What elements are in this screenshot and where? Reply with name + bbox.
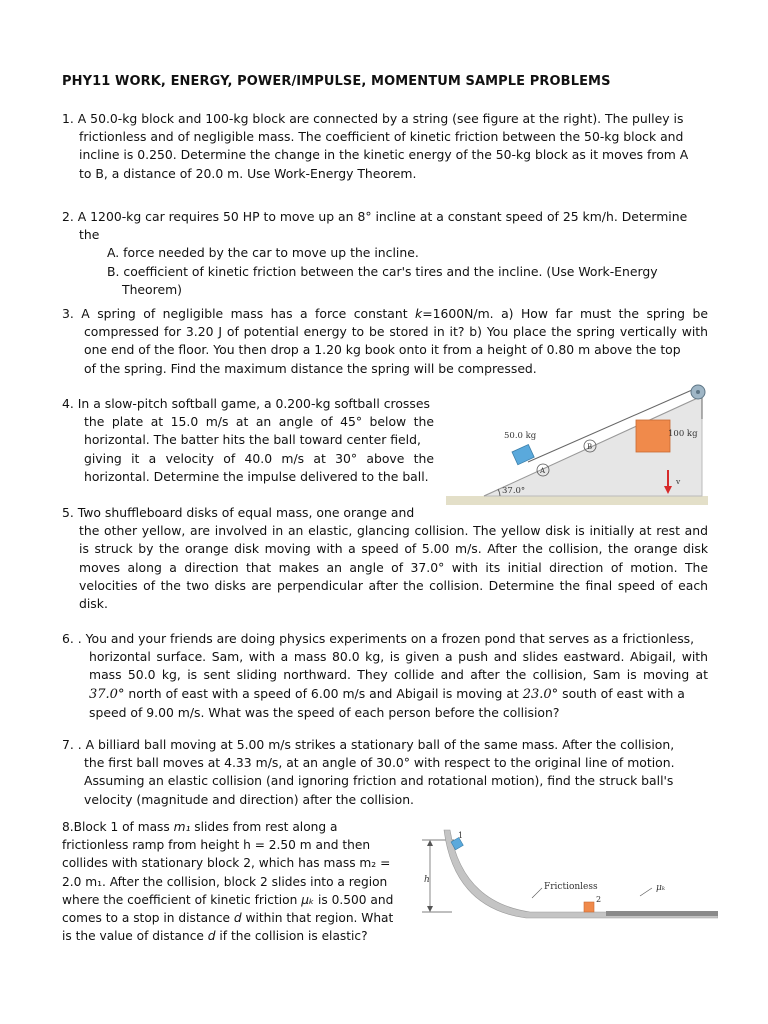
problem-3	[62, 305, 708, 378]
problem-2	[62, 208, 708, 299]
problem-text: 3. A spring of negligible mass has a force constant	[62, 306, 416, 321]
problem-text: within that region. What	[241, 911, 394, 926]
problem-text: where the coefficient of kinetic friction	[62, 892, 302, 907]
problem-text: A 50.0-kg block and 100-kg block are connected by a string (see figure at the right). The pulley is	[77, 111, 684, 126]
variable-k: k	[415, 306, 423, 321]
problem-7	[62, 736, 708, 809]
mu-leader	[640, 888, 652, 896]
problem-text: Assuming an elastic collision (and ignoring friction and rotational motion), find the struck ball's	[84, 773, 674, 789]
problem-text: =1600N/m. a) How far must the spring be	[422, 306, 708, 321]
block-100kg-label: 100 kg	[668, 429, 698, 439]
problem-text: horizontal. The batter hits the ball toward center field,	[84, 432, 421, 448]
subpart-b-cont: Theorem)	[122, 281, 182, 297]
problem-5	[62, 504, 708, 613]
height-arrow-bottom	[427, 906, 433, 912]
problem-6	[62, 630, 708, 722]
problem-1	[62, 110, 708, 183]
pulley-axle	[696, 390, 700, 394]
height-arrow-top	[427, 840, 433, 846]
problem-text: 8.Block 1 of mass	[62, 820, 174, 834]
variable-m1: m₁	[173, 820, 191, 834]
problem-text: horizontal. Determine the impulse delivered to the ball.	[84, 468, 429, 484]
problem-text: is struck by the orange disk moving with a speed of 5.00 m/s. After the collision, the orange disk	[79, 541, 708, 557]
problem-text: the other yellow, are involved in an elastic, glancing collision. The yellow disk is initially at rest and	[79, 523, 708, 539]
problem-text: north of east with a speed of 6.00 m/s and Abigail is moving at	[124, 685, 523, 701]
angle-value: 23.0°	[522, 686, 559, 702]
mu-label: μₖ	[656, 883, 666, 893]
problem-text: incline is 0.250. Determine the change in the kinetic energy of the 50-kg block as it moves from A	[79, 147, 689, 163]
problem-text: frictionless ramp from height h = 2.50 m and then	[62, 838, 371, 853]
problem-text: 7. . A billiard ball moving at 5.00 m/s strikes a stationary ball of the same mass. After the collision,	[62, 737, 675, 752]
problem-text: disk.	[79, 596, 108, 612]
problem-8	[62, 818, 422, 945]
problem-text: velocities of the two disks are perpendicular after the collision. Determine the final speed of each	[79, 577, 708, 593]
problem-text: the plate at 15.0 m/s at an angle of 45° below the	[84, 414, 434, 430]
frictionless-leader	[532, 888, 542, 898]
problem-text: the	[79, 227, 100, 243]
problem-text: one end of the floor. You then drop a 1.20 kg book onto it from a height of 0.80 m above the top	[84, 342, 681, 358]
problem-text: collides with stationary block 2, which has mass m₂ =	[62, 856, 391, 871]
problem-text: moves along a direction that makes an angle of 37.0° with its initial direction of motion. The	[79, 559, 708, 575]
point-a-label: A	[540, 467, 546, 475]
problem-text: of the spring. Find the maximum distance the spring will be compressed.	[84, 360, 537, 376]
angle-value: 37.0°	[89, 686, 125, 702]
incline-pulley-figure	[440, 384, 712, 508]
problem-text: if the collision is elastic?	[215, 929, 368, 944]
problem-text: 5. Two shuffleboard disks of equal mass, one orange and	[62, 505, 415, 520]
problem-text: compressed for 3.20 J of potential energy to be stored in it? b) You place the spring vertically with	[84, 324, 708, 340]
point-b-label: B	[587, 443, 593, 451]
problem-text: horizontal surface. Sam, with a mass 80.0 kg, is given a push and slides eastward. Abigail, with	[89, 649, 708, 665]
problem-text: the first ball moves at 4.33 m/s, at an angle of 30.0° with respect to the original line of motion.	[84, 755, 675, 771]
problem-number: 1.	[62, 111, 78, 126]
problem-text: giving it a velocity of 40.0 m/s at 30° above the	[84, 450, 434, 466]
block-100kg	[636, 420, 670, 452]
block-50kg	[512, 445, 534, 465]
problem-text: 6. . You and your friends are doing physics experiments on a frozen pond that serves as a frictionless,	[62, 631, 695, 646]
problem-text: 2.0 m₁. After the collision, block 2 slides into a region	[62, 874, 388, 889]
angle-label: 37.0°	[502, 486, 526, 496]
variable-mu: μₖ	[301, 892, 315, 907]
problem-text: speed of 9.00 m/s. What was the speed of each person before the collision?	[89, 704, 560, 720]
problem-text: is 0.500 and	[314, 892, 394, 907]
problem-text: slides from rest along a	[190, 820, 338, 834]
variable-d: d	[207, 929, 216, 944]
problem-text: is the value of distance	[62, 929, 208, 944]
ramp-figure	[414, 826, 718, 924]
problem-text: south of east with a	[558, 685, 685, 701]
ramp	[444, 830, 718, 918]
problem-text: comes to a stop in distance	[62, 911, 234, 926]
subpart-b: B. coefficient of kinetic friction between the car's tires and the incline. (Use Work-Energy	[107, 263, 658, 279]
velocity-label: v	[676, 477, 681, 486]
page-title: PHY11 WORK, ENERGY, POWER/IMPULSE, MOMENTUM SAMPLE PROBLEMS	[62, 74, 611, 89]
problem-text: to B, a distance of 20.0 m. Use Work-Energy Theorem.	[79, 165, 417, 181]
problem-4	[62, 395, 434, 486]
block-2-label: 2	[596, 895, 602, 904]
problem-text: 2. A 1200-kg car requires 50 HP to move up an 8° incline at a constant speed of 25 km/h. Determine	[62, 209, 688, 224]
problem-text: 4. In a slow-pitch softball game, a 0.200-kg softball crosses	[62, 396, 430, 411]
subpart-a: A. force needed by the car to move up the incline.	[107, 245, 419, 261]
problem-text: frictionless and of negligible mass. The coefficient of kinetic friction between the 50-kg block and	[79, 129, 684, 145]
rough-region	[606, 911, 718, 916]
problem-text: velocity (magnitude and direction) after the collision.	[84, 791, 414, 807]
block-2	[584, 902, 594, 912]
variable-d: d	[233, 911, 242, 926]
height-label: h	[424, 875, 430, 885]
problem-text: mass 50.0 kg, is sent sliding northward. They collide and after the collision, Sam is moving at	[89, 667, 708, 683]
block-50kg-label: 50.0 kg	[504, 431, 537, 441]
block-1-label: 1	[458, 831, 464, 840]
frictionless-label: Frictionless	[544, 882, 598, 892]
